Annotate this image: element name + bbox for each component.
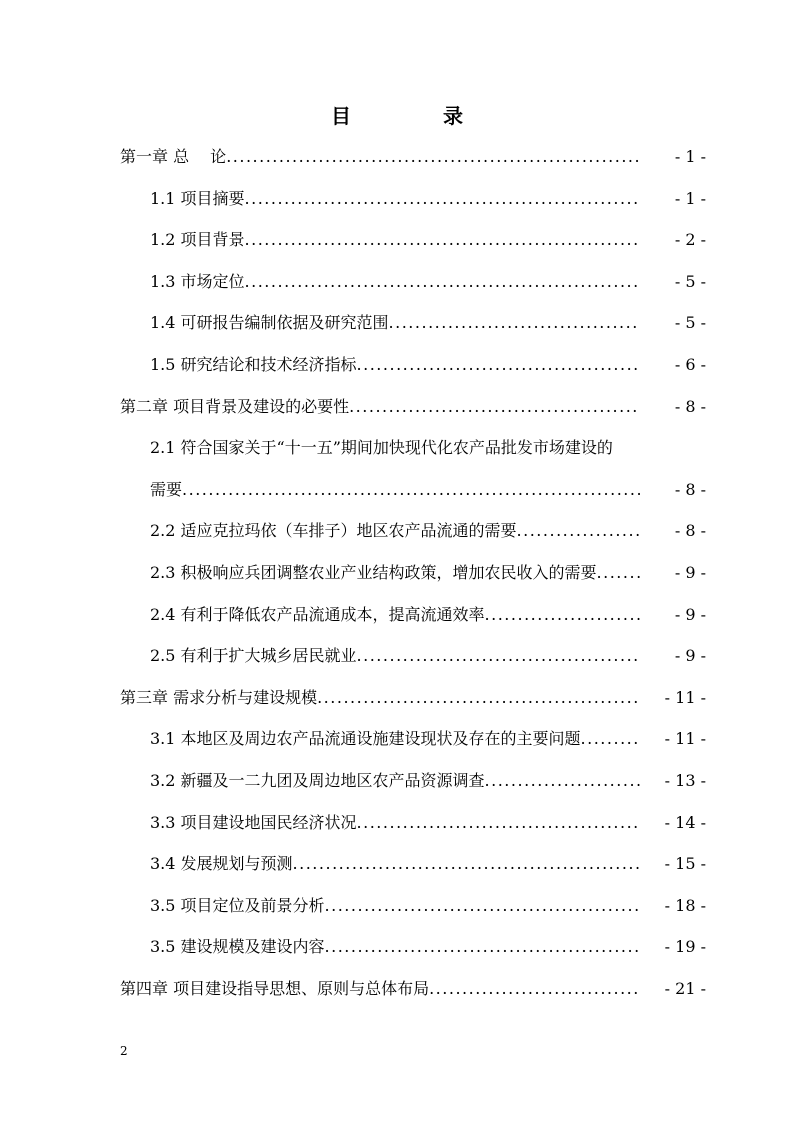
- toc-entry[interactable]: [120, 594, 706, 636]
- toc-entry[interactable]: [120, 677, 706, 719]
- toc-entry-page: - 14 -: [640, 802, 706, 844]
- toc-entry-title: 2.2 适应克拉玛依（车排子）地区农产品流通的需要 .....: [150, 510, 640, 552]
- toc-entry-page: - 11 -: [640, 718, 706, 760]
- toc-entry[interactable]: [120, 968, 706, 1010]
- toc-entry[interactable]: [120, 136, 706, 178]
- toc-entry[interactable]: [120, 302, 706, 344]
- toc-entry-title: 1.1 项目摘要 .....: [150, 178, 640, 220]
- toc-entry-page: - 21 -: [640, 968, 706, 1010]
- toc-entry[interactable]: [120, 178, 706, 220]
- toc-entry-page: - 1 -: [640, 178, 706, 220]
- toc-entry[interactable]: [120, 718, 706, 760]
- toc-entry[interactable]: [120, 843, 706, 885]
- toc-entry[interactable]: [120, 261, 706, 303]
- toc-entry-page: - 9 -: [640, 594, 706, 636]
- toc-entry[interactable]: [120, 427, 706, 469]
- toc-entry-title: 3.4 发展规划与预测 .....: [150, 843, 640, 885]
- toc-entry-title: 第一章 总 论 .....: [120, 136, 640, 178]
- toc-entry-title: 需要 .....: [150, 469, 640, 511]
- page-number: 2: [120, 1044, 128, 1058]
- toc-entry-page: - 9 -: [640, 552, 706, 594]
- toc-entry-title: 3.1 本地区及周边农产品流通设施建设现状及存在的主要问题 .....: [150, 718, 640, 760]
- toc-entry-title: 1.2 项目背景 .....: [150, 219, 640, 261]
- toc-entry[interactable]: [120, 219, 706, 261]
- toc-entry-page: - 2 -: [640, 219, 706, 261]
- toc-entry[interactable]: [120, 760, 706, 802]
- toc-entry-page: - 19 -: [640, 926, 706, 968]
- table-of-contents: [120, 136, 706, 1009]
- toc-entry-page: - 5 -: [640, 302, 706, 344]
- toc-entry[interactable]: [120, 802, 706, 844]
- toc-entry-page: - 5 -: [640, 261, 706, 303]
- toc-entry[interactable]: [120, 552, 706, 594]
- toc-entry-page: - 8 -: [640, 510, 706, 552]
- toc-entry-title: 3.2 新疆及一二九团及周边地区农产品资源调查 .....: [150, 760, 640, 802]
- toc-entry-title: 3.5 项目定位及前景分析 .....: [150, 885, 640, 927]
- toc-entry[interactable]: [120, 469, 706, 511]
- toc-entry[interactable]: [120, 885, 706, 927]
- toc-entry-title: 1.4 可研报告编制依据及研究范围 .....: [150, 302, 640, 344]
- toc-entry-title: 第二章 项目背景及建设的必要性 .....: [120, 386, 640, 428]
- toc-entry[interactable]: [120, 635, 706, 677]
- toc-entry-page: - 13 -: [640, 760, 706, 802]
- toc-title: 目 录: [331, 104, 499, 128]
- toc-entry-page: - 1 -: [640, 136, 706, 178]
- toc-entry-title: 1.3 市场定位 .....: [150, 261, 640, 303]
- toc-entry-page: - 18 -: [640, 885, 706, 927]
- toc-entry-title: 2.3 积极响应兵团调整农业产业结构政策，增加农民收入的需要 .....: [150, 552, 640, 594]
- toc-entry-page: - 6 -: [640, 344, 706, 386]
- toc-entry-title: 第四章 项目建设指导思想、原则与总体布局 .....: [120, 968, 640, 1010]
- toc-entry-title: 3.5 建设规模及建设内容 .....: [150, 926, 640, 968]
- toc-entry-title: 2.5 有利于扩大城乡居民就业 .....: [150, 635, 640, 677]
- toc-entry-title: 第三章 需求分析与建设规模 .....: [120, 677, 640, 719]
- toc-entry-page: - 8 -: [640, 469, 706, 511]
- toc-entry[interactable]: [120, 386, 706, 428]
- toc-entry-title: 2.4 有利于降低农产品流通成本，提高流通效率 .....: [150, 594, 640, 636]
- toc-entry-title: 1.5 研究结论和技术经济指标 .....: [150, 344, 640, 386]
- toc-entry-page: - 8 -: [640, 386, 706, 428]
- toc-entry-page: - 15 -: [640, 843, 706, 885]
- toc-entry-page: - 11 -: [640, 677, 706, 719]
- toc-entry[interactable]: [120, 926, 706, 968]
- toc-entry-page: - 9 -: [640, 635, 706, 677]
- toc-entry-title: 2.1 符合国家关于“十一五”期间加快现代化农产品批发市场建设的: [150, 438, 613, 458]
- toc-entry[interactable]: [120, 510, 706, 552]
- toc-entry[interactable]: [120, 344, 706, 386]
- toc-entry-title: 3.3 项目建设地国民经济状况 .....: [150, 802, 640, 844]
